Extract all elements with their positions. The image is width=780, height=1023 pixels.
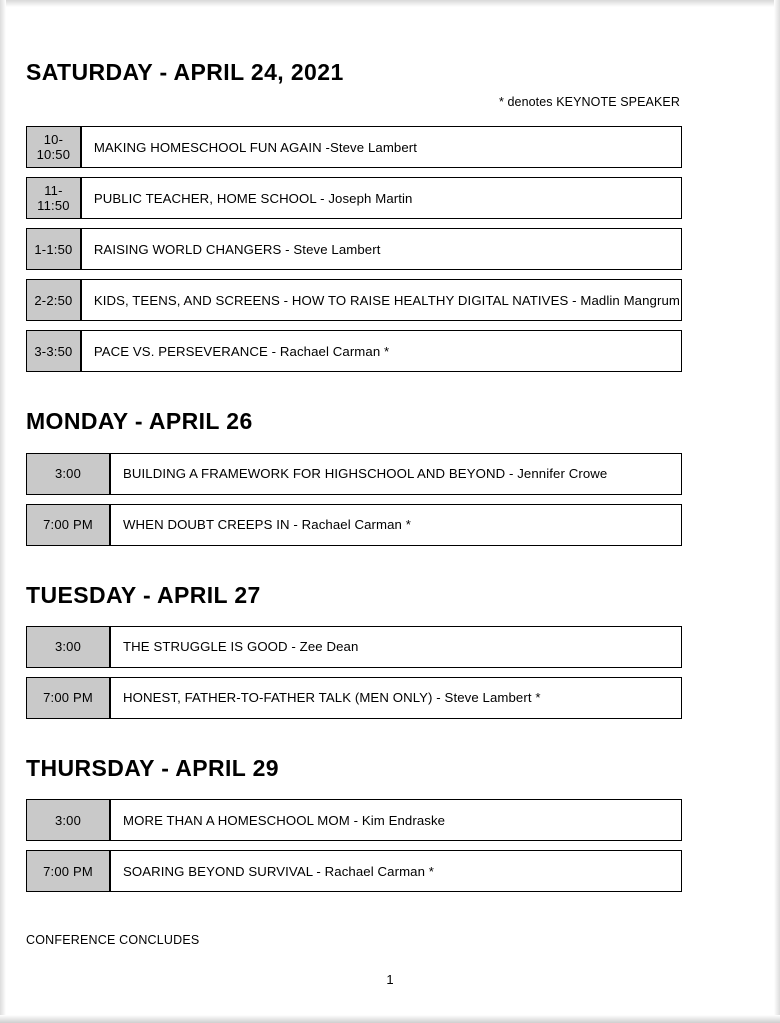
page-edge-left (0, 0, 6, 1023)
table-row (26, 850, 682, 892)
session-time: 7:00 PM (26, 504, 110, 546)
day-block (26, 756, 682, 901)
page-edge-right (774, 0, 780, 1023)
session-table (26, 790, 682, 901)
session-time: 7:00 PM (26, 677, 110, 719)
session-title: RAISING WORLD CHANGERS - Steve Lambert (81, 228, 682, 270)
session-time: 3:00 (26, 799, 110, 841)
table-row (26, 330, 682, 372)
spacer (26, 608, 682, 617)
day-block (26, 583, 682, 728)
page-edge-top (0, 0, 780, 7)
session-title: HONEST, FATHER-TO-FATHER TALK (MEN ONLY) - Steve Lambert * (110, 677, 682, 719)
session-time: 7:00 PM (26, 850, 110, 892)
session-table (26, 444, 682, 555)
schedule-blocks (26, 60, 682, 901)
session-table (26, 117, 682, 381)
session-time: 2-2:50 (26, 279, 81, 321)
page-number: 1 (386, 972, 394, 987)
session-title: MORE THAN A HOMESCHOOL MOM - Kim Endraske (110, 799, 682, 841)
table-row (26, 453, 682, 495)
keynote-note: * denotes KEYNOTE SPEAKER (498, 95, 680, 110)
session-title: PACE VS. PERSEVERANCE - Rachael Carman * (81, 330, 682, 372)
day-block (26, 60, 682, 381)
table-row (26, 279, 682, 321)
table-row (26, 504, 682, 546)
table-row (26, 126, 682, 168)
session-time: 10-10:50 (26, 126, 81, 168)
table-row (26, 177, 682, 219)
day-heading: MONDAY - APRIL 26 (26, 408, 253, 435)
session-title: SOARING BEYOND SURVIVAL - Rachael Carman * (110, 850, 682, 892)
session-title: PUBLIC TEACHER, HOME SCHOOL - Joseph Martin (81, 177, 682, 219)
table-row (26, 228, 682, 270)
conference-concludes-text: CONFERENCE CONCLUDES (26, 933, 200, 948)
session-time: 3:00 (26, 453, 110, 495)
day-block (26, 409, 682, 554)
page-edge-bottom (0, 1015, 780, 1023)
session-time: 3:00 (26, 626, 110, 668)
session-title: BUILDING A FRAMEWORK FOR HIGHSCHOOL AND BEYOND - Jennifer Crowe (110, 453, 682, 495)
session-title: THE STRUGGLE IS GOOD - Zee Dean (110, 626, 682, 668)
session-time: 1-1:50 (26, 228, 81, 270)
session-title: KIDS, TEENS, AND SCREENS - HOW TO RAISE HEALTHY DIGITAL NATIVES - Madlin Mangrum (81, 279, 682, 321)
session-title: MAKING HOMESCHOOL FUN AGAIN -Steve Lambert (81, 126, 682, 168)
schedule-content (26, 60, 682, 947)
session-table (26, 617, 682, 728)
table-row (26, 677, 682, 719)
spacer (26, 435, 682, 444)
session-time: 3-3:50 (26, 330, 81, 372)
day-heading: SATURDAY - APRIL 24, 2021 (26, 59, 344, 85)
day-heading: THURSDAY - APRIL 29 (26, 754, 279, 781)
session-time: 11-11:50 (26, 177, 81, 219)
table-row (26, 799, 682, 841)
session-title: WHEN DOUBT CREEPS IN - Rachael Carman * (110, 504, 682, 546)
table-row (26, 626, 682, 668)
spacer (26, 781, 682, 790)
day-heading: TUESDAY - APRIL 27 (26, 581, 261, 608)
